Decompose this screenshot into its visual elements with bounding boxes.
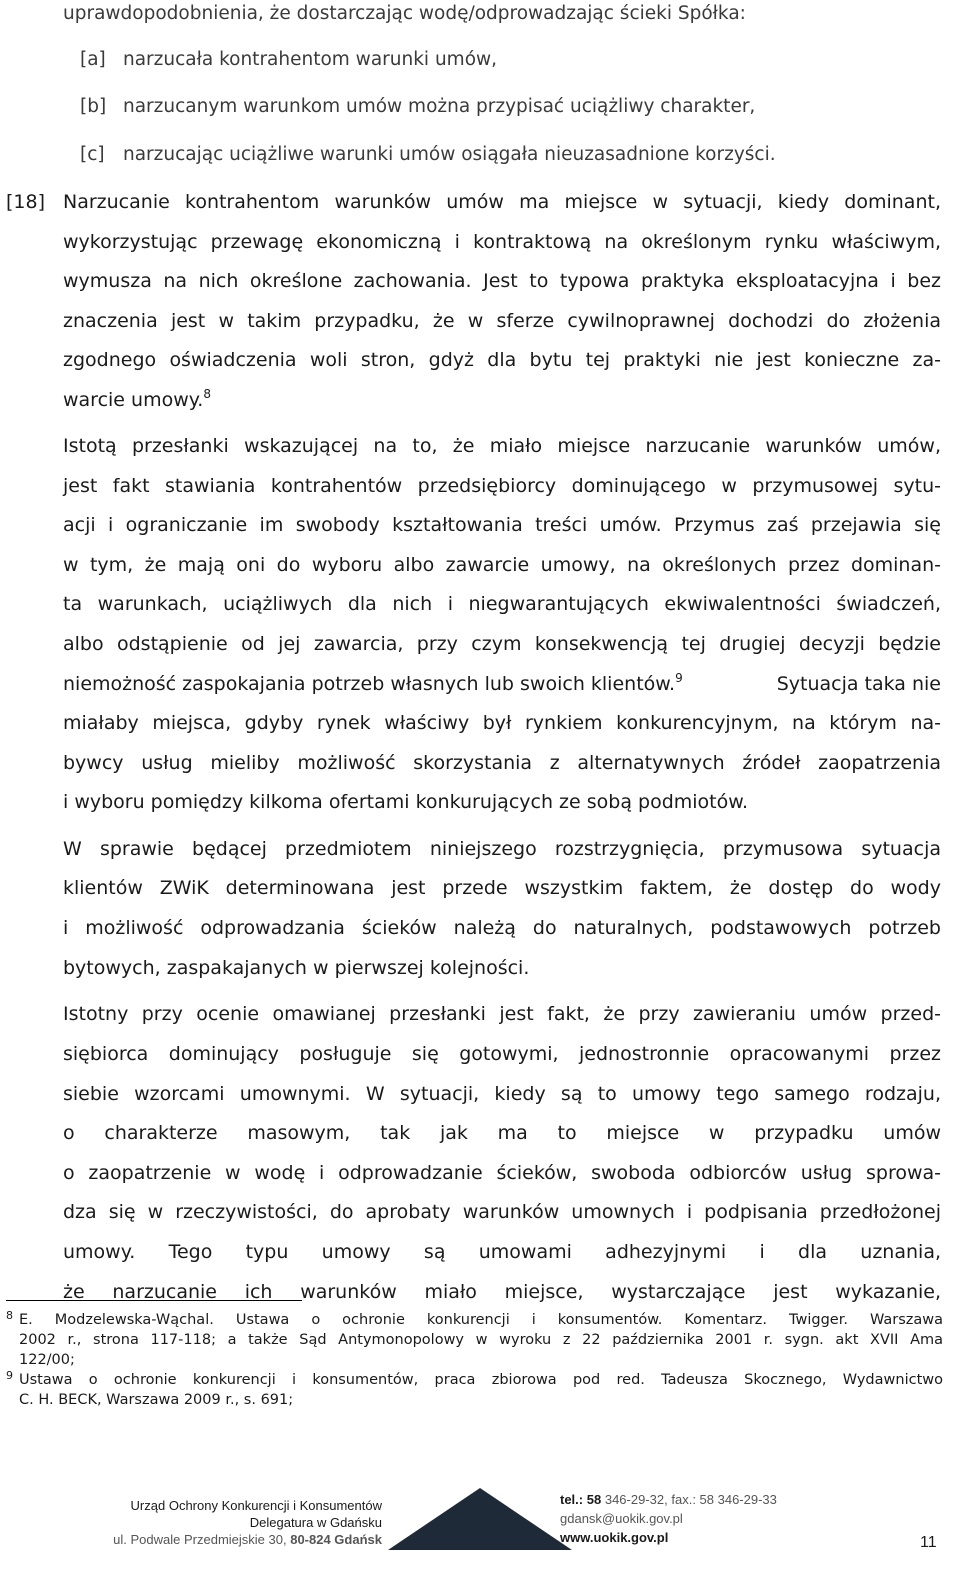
footer-street: ul. Podwale Przedmiejskie 30, [113,1532,287,1547]
paragraph-line: umowy. Tego typu umowy są umowami adhezyjnymi i dla uznania, [63,1241,941,1263]
intro-line: uprawdopodobnienia, że dostarczając wodę/odprowadzając ścieki Spółka: [63,3,746,24]
footnote-number: 9 [6,1369,13,1382]
footer-city: 80-824 Gdańsk [290,1532,382,1547]
paragraph-line: Narzucanie kontrahentom warunków umów ma miejsce w sytuacji, kiedy dominant, [63,191,941,213]
paragraph-line: jest fakt stawiania kontrahentów przedsiębiorcy dominującego w przymusowej sytu- [63,475,941,497]
paragraph-line: wykorzystując przewagę ekonomiczną i kontraktową na określonym rynku właściwym, [63,231,941,253]
footnote-ref-8[interactable]: 8 [203,387,211,401]
footer-tel-rest: 346-29-32, [604,1492,668,1507]
paragraph-line [63,388,941,412]
footnote-line: 122/00; [19,1352,75,1368]
paragraph-line: Istotny przy ocenie omawianej przesłanki jest fakt, że przy zawieraniu umów przed- [63,1003,941,1025]
list-label-c: [c] [80,144,105,165]
paragraph-line: albo odstąpienie od jej zawarcia, przy czym konsekwencją tej drugiej decyzji będzie [63,633,941,655]
footnote-line: Ustawa o ochronie konkurencji i konsumentów, praca zbiorowa pod red. Tadeusza Skocznego, Wydawnictwo [19,1372,943,1388]
paragraph-text-part: niemożność zaspokajania potrzeb własnych lub swoich klientów. [63,673,676,695]
footnote-number: 8 [6,1309,13,1322]
paragraph-line: miałaby miejsca, gdyby rynek właściwy był rynkiem konkurencyjnym, na którym na- [63,712,941,734]
paragraph-text: Sytuacja taka nie [776,673,941,695]
footer-office: Urząd Ochrony Konkurencji i Konsumentów [130,1498,382,1513]
paragraph-text: warcie umowy. [63,389,204,411]
footnote-separator [6,1300,302,1301]
logo-triangle-icon [388,1488,572,1550]
paragraph-line: klientów ZWiK determinowana jest przede wszystkim faktem, że dostęp do wody [63,877,941,899]
paragraph-line: wymusza na nich określone zachowania. Jest to typowa praktyka eksploatacyjna i bez [63,270,941,292]
paragraph-line [63,672,941,696]
footer-delegation: Delegatura w Gdańsku [249,1515,382,1530]
paragraph-line: ta warunkach, uciążliwych dla nich i niegwarantujących ekwiwalentności świadczeń, [63,593,941,615]
paragraph-line: acji i ograniczanie im swobody kształtowania treści umów. Przymus zaś przejawia się [63,514,941,536]
paragraph-line: siebie wzorcami umownymi. W sytuacji, kiedy są to umowy tego samego rodzaju, [63,1083,941,1105]
list-text-c: narzucając uciążliwe warunki umów osiągała nieuzasadnione korzyści. [123,144,776,165]
paragraph-line: bytowych, zaspakajanych w pierwszej kolejności. [63,957,530,979]
paragraph-text [63,672,683,696]
paragraph-line: znaczenia jest w takim przypadku, że w sferze cywilnoprawnej dochodzi do złożenia [63,310,941,332]
paragraph-number: [18] [6,191,46,213]
footer-address [113,1531,382,1548]
paragraph-line: i wyboru pomiędzy kilkoma ofertami konkurujących ze sobą podmiotów. [63,791,749,813]
footer-fax: fax.: 58 346-29-33 [671,1492,777,1507]
paragraph-line: i możliwość odprowadzania ścieków należą do naturalnych, podstawowych potrzeb [63,917,941,939]
footnote-line: C. H. BECK, Warszawa 2009 r., s. 691; [19,1392,294,1408]
paragraph-line: siębiorca dominujący posługuje się gotowymi, jednostronnie opracowanymi przez [63,1043,941,1065]
list-text-a: narzucała kontrahentom warunki umów, [123,49,498,70]
paragraph-line: że narzucanie ich warunków miało miejsce, wystarczające jest wykazanie, [63,1281,941,1303]
footer-tel-value: 58 [586,1492,602,1507]
paragraph-line: o zaopatrzenie w wodę i odprowadzanie ścieków, swoboda odbiorców usług sprowa- [63,1162,941,1184]
footnote-line: 2002 r., strona 117-118; a także Sąd Antymonopolowy w wyroku z 22 października 2001 r. sygn. akt XVII Ama [19,1332,943,1348]
list-text-b: narzucanym warunkom umów można przypisać uciążliwy charakter, [123,96,756,117]
paragraph-line: o charakterze masowym, tak jak ma to miejsce w przypadku umów [63,1122,941,1144]
list-label-a: [a] [80,49,106,70]
footer-phone [560,1491,777,1508]
paragraph-line: Istotą przesłanki wskazującej na to, że miało miejsce narzucanie warunków umów, [63,435,941,457]
page-number: 11 [920,1534,937,1551]
paragraph-line: W sprawie będącej przedmiotem niniejszego rozstrzygnięcia, przymusowa sytuacja [63,838,941,860]
paragraph-line: w tym, że mają oni do wyboru albo zawarcie umowy, na określonych przez dominan- [63,554,941,576]
footnote-line: E. Modzelewska-Wąchal. Ustawa o ochronie konkurencji i konsumentów. Komentarz. Twigger. Warszawa [19,1312,943,1328]
footer-email[interactable]: gdansk@uokik.gov.pl [560,1511,683,1526]
footer-tel-label: tel.: [560,1492,584,1507]
logo-triangle-shape [388,1488,572,1550]
footer-website[interactable]: www.uokik.gov.pl [560,1530,669,1545]
paragraph-line: dza się w rzeczywistości, do aprobaty warunków umownych i podpisania przedłożonej [63,1201,941,1223]
paragraph-line: bywcy usług mieliby możliwość skorzystania z alternatywnych źródeł zaopatrzenia [63,752,941,774]
paragraph-line: zgodnego oświadczenia woli stron, gdyż dla bytu tej praktyki nie jest konieczne za- [63,349,941,371]
list-label-b: [b] [80,96,107,117]
footnote-ref-9[interactable]: 9 [675,671,683,685]
